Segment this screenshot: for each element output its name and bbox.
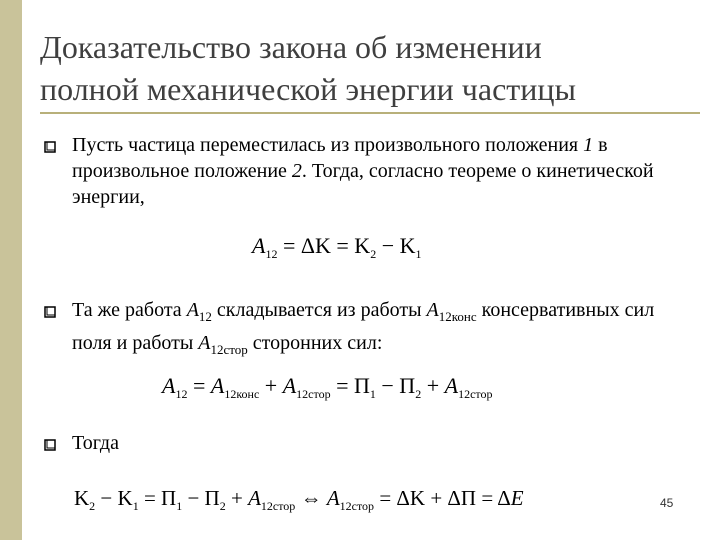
f2-plus2: + [421, 373, 445, 398]
f2-sub-12: 12 [175, 387, 188, 401]
f3-minusK: − K [95, 486, 133, 510]
f3-minusP: − Π [182, 486, 220, 510]
title-line-2: полной механической энергии частицы [40, 71, 576, 107]
formula-kinetic-theorem [252, 232, 422, 268]
f3-sub-stor2: 12стор [339, 499, 375, 513]
bullet-2-part-c: консервативных сил поля и работы [72, 299, 655, 354]
position-1: 1 [583, 134, 594, 156]
bullet-1-part-a: Пусть частица переместилась из произвольного положения [72, 134, 579, 156]
f3-sub-1b: 1 [176, 499, 183, 513]
left-accent-bar [0, 0, 22, 540]
f2-plus: + [259, 373, 283, 398]
f2-minus: − Π [375, 373, 416, 398]
square-bullet-icon [44, 141, 56, 153]
f1-sub-2: 2 [370, 247, 377, 261]
f1-minus: − K [376, 233, 416, 258]
bullet-1-text [72, 132, 697, 210]
f3-sub-2b: 2 [219, 499, 226, 513]
bullet-1-part-b: в произвольное положение [72, 134, 608, 182]
f2-sub-stor2: 12стор [458, 387, 493, 401]
f3-rest: = ΔK + ΔΠ = Δ [374, 486, 511, 510]
f1-eq: = ΔK = K [277, 233, 371, 258]
f3-sub-2: 2 [89, 499, 96, 513]
slide-title [40, 26, 700, 110]
f2-A: A [162, 373, 176, 398]
f3-plus: + [225, 486, 249, 510]
title-underline [40, 112, 700, 114]
sub-12: 12 [198, 309, 212, 324]
f3-A2: A [326, 486, 340, 510]
bullet-1-part-c: . Тогда, согласно теореме о кинетической энергии, [72, 160, 654, 208]
f3-K: K [74, 486, 90, 510]
square-bullet-icon [44, 306, 56, 318]
f2-A4: A [444, 373, 459, 398]
f3-A: A [248, 486, 261, 510]
f2-sub-kons: 12конс [224, 387, 260, 401]
sub-12kons: 12конс [438, 309, 477, 324]
f3-sub-1: 1 [132, 499, 139, 513]
formula-work-decomposition [162, 372, 492, 408]
bullet-2-part-d: сторонних сил: [247, 332, 383, 354]
square-bullet-icon [44, 439, 56, 451]
bullet-3-text: Тогда [72, 432, 119, 454]
f3-eqP: = Π [138, 486, 177, 510]
formula-energy-change [74, 484, 524, 520]
f2-eq2: = Π [330, 373, 370, 398]
f2-A3: A [282, 373, 297, 398]
bullet-2-part-a: Та же работа [72, 299, 187, 321]
work-A-stor: A [198, 332, 211, 354]
equivalence-arrow-icon: ⇔ [295, 486, 327, 510]
sub-12stor: 12стор [210, 342, 248, 357]
f3-sub-stor: 12стор [260, 499, 296, 513]
f1-sub-12: 12 [265, 247, 278, 261]
f1-sub-1: 1 [415, 247, 422, 261]
f2-sub-2: 2 [415, 387, 422, 401]
bullet-2-text [72, 297, 697, 363]
f2-eq1: = [187, 373, 211, 398]
f2-sub-stor: 12стор [296, 387, 331, 401]
f2-sub-1: 1 [369, 387, 376, 401]
title-line-1: Доказательство закона об изменении [40, 29, 542, 65]
work-A-kons: A [426, 299, 439, 321]
position-2: 2 [291, 160, 302, 182]
work-A: A [186, 299, 199, 321]
f1-A: A [252, 233, 266, 258]
bullet-2-part-b: складывается из работы [211, 299, 427, 321]
f2-A2: A [210, 373, 225, 398]
page-number: 45 [660, 496, 674, 510]
f3-E: E [510, 486, 524, 510]
